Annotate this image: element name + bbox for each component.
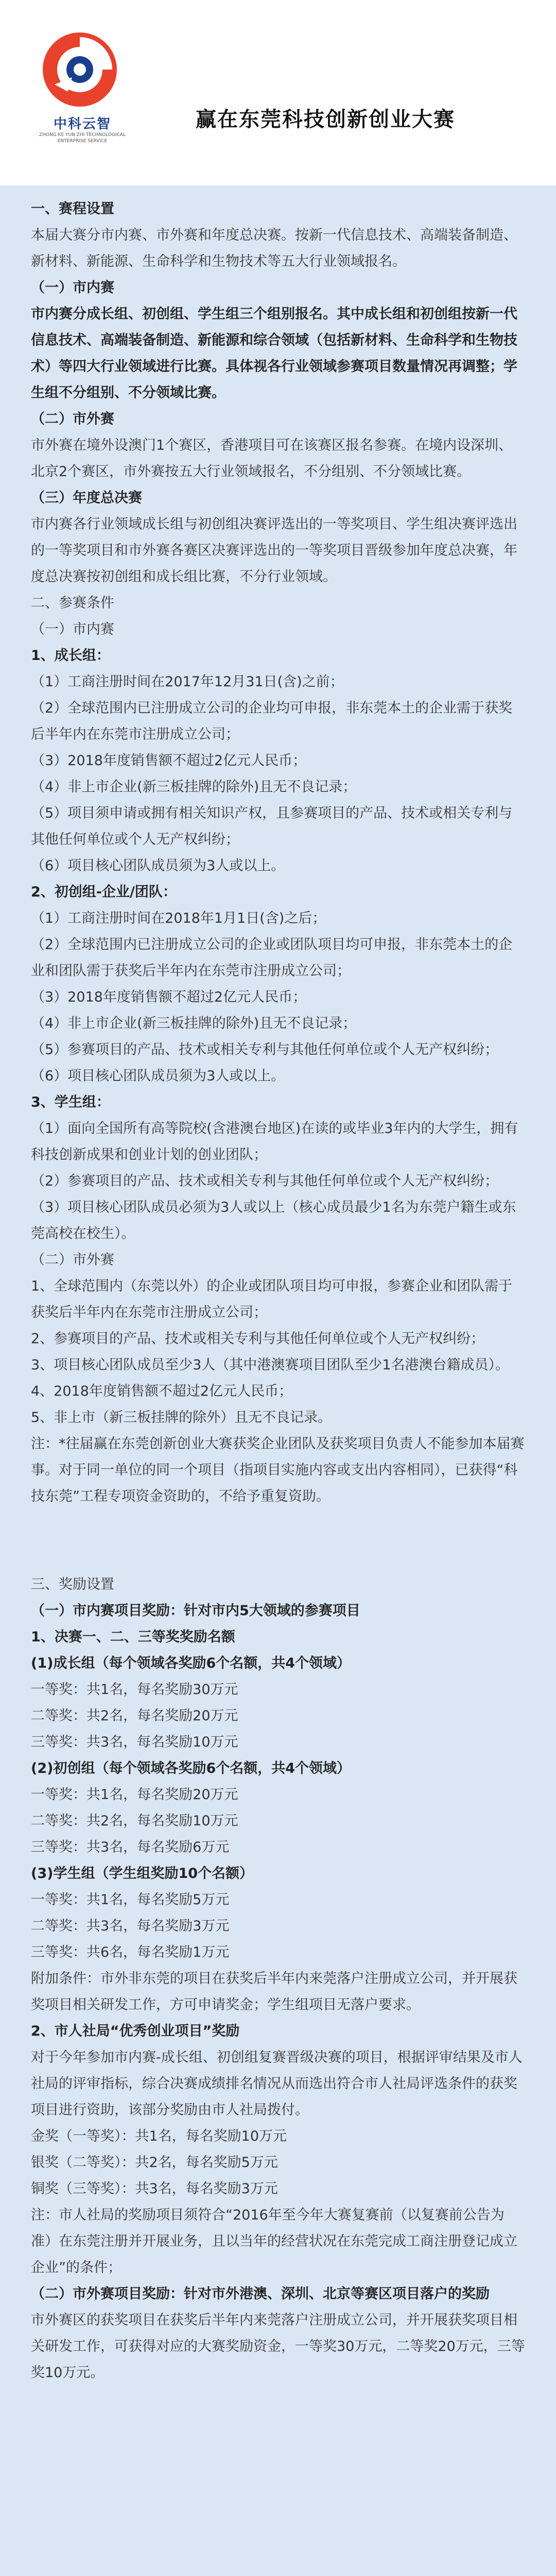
body-paragraph: 二等奖：共3名，每名奖励3万元 bbox=[31, 1918, 230, 1934]
body-paragraph: 注：市人社局的奖励项目须符合“2016年至今年大赛复赛前（以复赛前公告为准）在东莞注册并开展业务，且以当年的经营状况在东莞完成工商注册登记成立企业”的条件； bbox=[31, 2207, 517, 2276]
body-paragraph: （5）参赛项目的产品、技术或相关专利与其他任何单位或个人无产权纠纷； bbox=[31, 1042, 499, 1058]
body-paragraph: 一等奖：共1名，每名奖励5万元 bbox=[31, 1892, 230, 1908]
body-paragraph: 二等奖：共2名，每名奖励10万元 bbox=[31, 1813, 238, 1829]
body-paragraph: （2）全球范围内已注册成立公司的企业均可申报，非东莞本土的企业需于获奖后半年内在东莞市注册成立公司； bbox=[31, 700, 513, 742]
logo-subtitle-line-2: ENTERPRISE SERVICE bbox=[57, 139, 108, 144]
body-paragraph: （1）工商注册时间在2017年12月31日(含)之前； bbox=[31, 674, 344, 690]
body-paragraph: 4、2018年度销售额不超过2亿元人民币； bbox=[31, 1383, 293, 1399]
body-paragraph: （4）非上市企业(新三板挂牌的除外)且无不良记录； bbox=[31, 1015, 357, 1031]
section-heading: 1、成长组： bbox=[31, 648, 110, 664]
section-heading: (2)初创组（每个领域各奖励6个名额，共4个领域） bbox=[31, 1760, 351, 1776]
section-heading: (1)成长组（每个领域各奖励6个名额，共4个领域） bbox=[31, 1655, 351, 1671]
body-paragraph: 一等奖：共1名，每名奖励20万元 bbox=[31, 1787, 238, 1803]
section-heading: 一、赛程设置 bbox=[31, 201, 114, 217]
body-paragraph: （5）项目须申请或拥有相关知识产权，且参赛项目的产品、技术或相关专利与其他任何单位或个人无产权纠纷； bbox=[31, 805, 513, 848]
body-paragraph: （3）2018年度销售额不超过2亿元人民币； bbox=[31, 989, 307, 1005]
body-paragraph: （二）市外赛 bbox=[31, 1252, 114, 1268]
body-paragraph: 二、参赛条件 bbox=[31, 595, 114, 611]
section-spacer bbox=[31, 1510, 525, 1571]
body-paragraph: 附加条件：市外非东莞的项目在获奖后半年内来莞落户注册成立公司，并开展获奖项目相关研发工作，方可申请奖金；学生组项目无落户要求。 bbox=[31, 1971, 517, 2013]
body-paragraph: 银奖（二等奖）：共2名，每名奖励5万元 bbox=[31, 2155, 278, 2171]
body-paragraph: 市外赛在境外设澳门1个赛区，香港项目可在该赛区报名参赛。在境内设深圳、北京2个赛区，市外赛按五大行业领域报名，不分组别、不分领域比赛。 bbox=[31, 437, 513, 480]
body-paragraph: 三等奖：共3名，每名奖励10万元 bbox=[31, 1734, 238, 1750]
section-heading: 3、学生组： bbox=[31, 1094, 110, 1110]
body-paragraph: 金奖（一等奖）：共1名，每名奖励10万元 bbox=[31, 2128, 287, 2144]
brand-logo bbox=[36, 31, 129, 149]
body-paragraph: 2、参赛项目的产品、技术或相关专利与其他任何单位或个人无产权纠纷； bbox=[31, 1331, 485, 1347]
body-paragraph: 5、非上市（新三板挂牌的除外）且无不良记录。 bbox=[31, 1410, 332, 1426]
logo-title: 中科云智 bbox=[53, 116, 111, 132]
article-header bbox=[0, 0, 556, 185]
body-paragraph: 市内赛各行业领域成长组与初创组决赛评选出的一等奖项目、学生组决赛评选出的一等奖项目和市外赛各赛区决赛评选出的一等奖项目晋级参加年度总决赛，年度总决赛按初创组和成长组比赛，不分行业领域。 bbox=[31, 516, 517, 585]
body-paragraph: （一）市内赛 bbox=[31, 621, 114, 637]
body-paragraph: 市外赛区的获奖项目在获奖后半年内来莞落户注册成立公司，并开展获奖项目相关研发工作，可获得对应的大赛奖励资金，一等奖30万元，二等奖20万元，三等奖10万元。 bbox=[31, 2312, 525, 2381]
body-paragraph: （2）全球范围内已注册成立公司的企业或团队项目均可申报，非东莞本土的企业和团队需于获奖后半年内在东莞市注册成立公司； bbox=[31, 937, 513, 979]
body-paragraph: 铜奖（三等奖）：共3名，每名奖励3万元 bbox=[31, 2181, 278, 2197]
section-heading: 2、市人社局“优秀创业项目”奖励 bbox=[31, 2023, 240, 2039]
section-heading: (3)学生组（学生组奖励10个名额） bbox=[31, 1866, 254, 1882]
logo-subtitle-line-1: ZHONG KE YUN ZHI TECHNOLOGICAL bbox=[39, 132, 126, 138]
body-paragraph: 一等奖：共1名，每名奖励30万元 bbox=[31, 1682, 238, 1698]
section-heading: 市内赛分成长组、初创组、学生组三个组别报名。其中成长组和初创组按新一代信息技术、高端装备制造、新能源和综合领域（包括新材料、生命科学和生物技术）等四大行业领域进行比赛。具体视各行业领域参赛项目数量情况再调整；学生组不分组别、不分领域比赛。 bbox=[31, 306, 517, 401]
page-title: 赢在东莞科技创新创业大赛 bbox=[196, 108, 455, 131]
body-paragraph: （2）参赛项目的产品、技术或相关专利与其他任何单位或个人无产权纠纷； bbox=[31, 1173, 499, 1189]
body-paragraph: 三、奖励设置 bbox=[31, 1577, 114, 1592]
section-heading: （二）市外赛项目奖励：针对市外港澳、深圳、北京等赛区项目落户的奖励 bbox=[31, 2286, 490, 2302]
body-paragraph: （1）面向全国所有高等院校(含港澳台地区)在读的或毕业3年内的大学生，拥有科技创新成果和创业计划的创业团队； bbox=[31, 1121, 518, 1163]
body-paragraph: （3）项目核心团队成员必须为3人或以上（核心成员最少1名为东莞户籍生或东莞高校在校生）。 bbox=[31, 1199, 516, 1242]
body-paragraph: （6）项目核心团队成员须为3人或以上。 bbox=[31, 858, 285, 874]
section-heading: 2、初创组-企业/团队： bbox=[31, 884, 177, 900]
body-paragraph: 对于今年参加市内赛-成长组、初创组复赛晋级决赛的项目，根据评审结果及市人社局的评审指标，综合决赛成绩排名情况从而选出符合市人社局评选条件的获奖项目进行资助，该部分奖励由市人社局拨付。 bbox=[31, 2049, 523, 2118]
body-paragraph: 三等奖：共3名，每名奖励6万元 bbox=[31, 1839, 230, 1855]
body-paragraph: 本届大赛分市内赛、市外赛和年度总决赛。按新一代信息技术、高端装备制造、新材料、新能源、生命科学和生物技术等五大行业领域报名。 bbox=[31, 227, 517, 269]
logo-icon bbox=[41, 31, 118, 108]
section-heading: （一）市内赛 bbox=[31, 280, 114, 296]
section-heading: （一）市内赛项目奖励：针对市内5大领域的参赛项目 bbox=[31, 1603, 360, 1619]
section-heading: （二）市外赛 bbox=[31, 411, 114, 427]
body-paragraph: （1）工商注册时间在2018年1月1日(含)之后； bbox=[31, 910, 326, 926]
body-paragraph: 注：*往届赢在东莞创新创业大赛获奖企业团队及获奖项目负责人不能参加本届赛事。对于同一单位的同一个项目（指项目实施内容或支出内容相同），已获得“科技东莞”工程专项资金资助的，不给予重复资助。 bbox=[31, 1436, 525, 1504]
body-paragraph: （4）非上市企业(新三板挂牌的除外)且无不良记录； bbox=[31, 779, 357, 795]
body-paragraph: 3、项目核心团队成员至少3人（其中港澳赛项目团队至少1名港澳台籍成员）。 bbox=[31, 1357, 510, 1373]
body-paragraph: （6）项目核心团队成员须为3人或以上。 bbox=[31, 1068, 285, 1084]
body-paragraph: 二等奖：共2名，每名奖励20万元 bbox=[31, 1708, 238, 1724]
body-paragraph: 三等奖：共6名，每名奖励1万元 bbox=[31, 1944, 230, 1960]
article-body bbox=[31, 196, 525, 2386]
section-heading: （三）年度总决赛 bbox=[31, 490, 142, 506]
body-paragraph: （3）2018年度销售额不超过2亿元人民币； bbox=[31, 753, 307, 769]
section-heading: 1、决赛一、二、三等奖奖励名额 bbox=[31, 1629, 235, 1645]
logo-subtitle bbox=[36, 132, 129, 144]
body-paragraph: 1、全球范围内（东莞以外）的企业或团队项目均可申报，参赛企业和团队需于获奖后半年内在东莞市注册成立公司； bbox=[31, 1278, 513, 1320]
